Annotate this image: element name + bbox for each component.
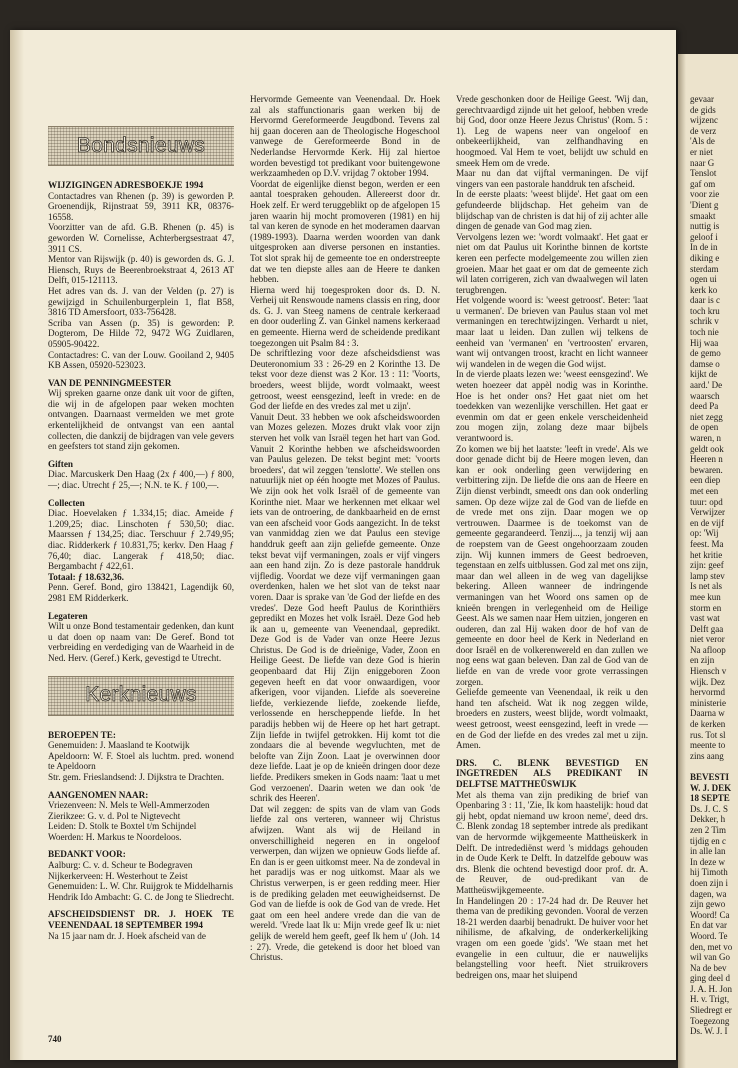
fragment-line: gevaar	[690, 94, 714, 104]
paragraph: Diac. Hoevelaken ƒ 1.334,15; diac. Ameide ƒ 1.209,25; diac. Linschoten ƒ 530,50; diac. Maarssen ƒ 134,25; diac. Terschuur ƒ 2.749,95; diac. Ridderkerk ƒ 10.831,75; kerkv. Den Haag ƒ 76,40; diac. Langerak ƒ 418,50; diac. Bergambacht ƒ 422,61.	[48, 508, 234, 572]
paragraph: Scriba van Assen (p. 35) is geworden: P. Dogterom, De Hilde 72, 9472 WG Zuidlaren, 05905-90422.	[48, 317, 234, 349]
fragment-line: J. A. H. Jon	[690, 983, 733, 994]
fragment-line: Woord. Te	[690, 930, 728, 941]
fragment-line: deed Pa	[690, 401, 719, 412]
list-item: Genemuiden: L. W. Chr. Ruijgrok te Middelharnis	[48, 881, 234, 892]
section-banner-title: Bondsnieuws	[76, 133, 206, 157]
fragment-line: in alle lan	[690, 846, 726, 857]
fragment-line: Dekker, h	[690, 814, 726, 825]
fragment-line: Sliedregt er	[690, 1005, 732, 1016]
fragment-line: Delft gaa	[690, 623, 724, 634]
list-item: Str. gem. Frieslandsend: J. Dijkstra te Drachten.	[48, 771, 225, 782]
fragment-line: lamp stev	[690, 570, 725, 581]
magazine-page	[10, 30, 676, 1060]
fragment-line: Hiensch v	[690, 666, 727, 677]
fragment-line: op: 'Wij	[690, 528, 719, 539]
paragraph: Wilt u onze Bond testamentair gedenken, dan kunt u dat doen op naam van: De Geref. Bond tot verbreiding en verdediging van de Waarheid in de Ned. Herv. (Geref.) Kerk, gevestigd te Utrecht.	[48, 621, 234, 663]
column-article-afscheid	[250, 94, 440, 963]
fragment-line: ministerie	[690, 697, 726, 708]
paragraph: Diac. Marcuskerk Den Haag (2x ƒ 400,—) ƒ 800,—; diac. Utrecht ƒ 25,—; N.N. te K. ƒ 100,—.	[48, 469, 234, 491]
fragment-line: smaakt	[690, 210, 716, 221]
fragment-line: bewaren.	[690, 464, 723, 475]
fragment-line: Daarna w	[690, 708, 725, 719]
page-number: 740	[48, 1034, 62, 1044]
fragment-line: voor zie	[690, 189, 720, 200]
fragment-line: 'Als de	[690, 136, 715, 147]
fragment-line: tijdig en c	[690, 835, 726, 846]
list-item: Leiden: D. Stolk te Boxtel t/m Schijndel	[48, 821, 197, 832]
fragment-line: dagen, wa	[690, 888, 727, 899]
fragment-line: Heeren n	[690, 454, 723, 465]
fragment-line: schrik v	[690, 316, 719, 327]
fragment-line: storm en	[690, 602, 722, 613]
fragment-line: waarsch	[690, 390, 720, 401]
fragment-line: ging deel d	[690, 973, 730, 984]
paragraph: De schriftlezing voor deze afscheidsdienst was Deuteronomium 33 : 26-29 en 2 Korinthe 13. De tekst voor deze dienst was 2 Kor. 13 : 11: 'Voorts, broeders, weest blijde, wordt volmaakt, weest getroost, weest eensgezind, leeft in vrede: en de God der liefde en des vredes zal met u zijn'.	[250, 348, 440, 412]
paragraph: Hervormde Gemeente van Veenendaal. Dr. Hoek zal als staffunctionaris gaan werken bij de Hervormd Gereformeerde Jeugdbond. Tevens zal hij gaan doceren aan de Theologische Hogeschool vanwege de Gereformeerde Bond in de Nederlandse Hervormde Kerk. Hij zal hiertoe worden bevestigd tot predikant voor buitengewone werkzaamheden op D.V. vrijdag 7 oktober 1994.	[250, 94, 440, 179]
paragraph: Zo komen we bij het laatste: 'leeft in vrede'. Als we door genade dicht bij de Heere mogen leven, dan kan er ook onderling geen verwijdering en verbittering zijn. De liefde die ons aan de Heere en Zijn dienst verbindt, smeedt ons dan ook onderling samen. Op deze wijze zal de God van de liefde en de vrede met ons zijn. Daar mogen we op vertrouwen. Daarmee is de toekomst van de gemeente gegarandeerd. Tenzij..., ja tenzij wij aan de roepstem van de Geest ongehoorzaam zouden zijn. Wij kunnen immers de Geest bedroeven, tegenstaan en zelfs uitblussen. God zal met ons zijn, maar dan wel alleen in de weg van dagelijkse bekering. Alleen wanneer de indringende vermaningen van het Woord ons samen op de knieën brengen in verlegenheid om de Heilige Geest. Als we samen naar Hem uitzien, jongeren en ouderen, dan zal Hij waken door de hof van de gemeente en door heel de Kerk in Nederland en door Israël en de volkerenwereld en dan zullen we nog eens wat gaan beleven. Dan zal de God van de liefde en van de vrede voor grote verrassingen zorgen.	[456, 443, 648, 687]
fragment-line: niet zegg	[690, 411, 723, 422]
fragment-line: waren, n	[690, 433, 721, 443]
fragment-line: toch kru	[690, 305, 720, 316]
fragment-line: de kerken	[690, 719, 726, 730]
fragment-line: de gids	[690, 104, 716, 115]
column-adjacent-fragments	[690, 94, 738, 1037]
heading-beroepen: BEROEPEN TE:	[48, 729, 116, 740]
fragment-line: W. J. DEK	[690, 782, 732, 793]
fragment-line: Na de bev	[690, 962, 727, 973]
fragment-line: zen 2 Tim	[690, 824, 727, 835]
fragment-line: nuttig is	[690, 221, 720, 232]
paragraph: In de vierde plaats lezen we: 'weest eensgezind'. We weten hoezeer dat appèl nodig was in Korinthe. Hoe is het onder ons? Het gaat niet om het toedekken van wezenlijke verschillen. Het gaat er evenmin om dat er geen enkele verscheidenheid zou mogen zijn, zolang deze maar bijbels verantwoord is.	[456, 369, 648, 443]
fragment-line: en de vijf	[690, 517, 724, 528]
fragment-line: hij Timoth	[690, 867, 728, 878]
fragment-line: Toegezong	[690, 1015, 730, 1026]
paragraph: Penn. Geref. Bond, giro 138421, Lagendijk 60, 2981 EM Ridderkerk.	[48, 582, 234, 603]
paragraph: Het adres van ds. J. van der Velden (p. 27) is gewijzigd in Schuilenburgerplein 1, flat B58, 3816 TD Amersfoort, 033-756428.	[48, 285, 234, 318]
fragment-line: aard.' De	[690, 380, 723, 391]
paragraph: Met als thema van zijn prediking de brief van Openbaring 3 : 11, 'Zie, Ik kom haastelijk: houd dat gij hebt, opdat niemand uw kroon neme', deed drs. C. Blenk zondag 18 september intrede als predikant van de hervormde wijkgemeente Mattheüskerk in Delft. De intredediënst werd 's middags gehouden in de Oude Kerk te Delft. In datzelfde gebouw was drs. Blenk die ochtend bevestigd door prof. dr. A. de Reuver, de oud-predikant van de Mattheüswijkgemeente.	[456, 789, 648, 895]
list-item: Vriezenveen: N. Mels te Well-Ammerzoden	[48, 800, 210, 811]
column-article-continued	[456, 94, 648, 980]
paragraph: Voorzitter van de afd. G.B. Rhenen (p. 45) is geworden W. Cornelisse, Achterbergsestraat 47, 3911 CS.	[48, 222, 234, 254]
fragment-line: een diep	[690, 475, 721, 486]
list-item: Apeldoorn: W. F. Stoel als luchtm. pred. wonend te Apeldoorn	[48, 750, 234, 772]
fragment-line: En dat var	[690, 920, 727, 931]
paragraph: Hierna werd hij toegesproken door ds. D. N. Verheij uit Renswoude namens classis en ring, door ds. G. J. van Steeg namens de centrale kerkeraad en door ouderling Z. van Ginkel namens kerkeraad en gemeente. Hierna werd de scheidende predikant toegezongen uit Psalm 84 : 3.	[250, 284, 440, 348]
paragraph: Maar nu dan dat vijftal vermaningen. De vijf vingers van een pastorale handdruk ten afscheid.	[456, 168, 648, 189]
list-item: Hendrik Ido Ambacht: G. C. de Jong te Sliedrecht.	[48, 891, 235, 902]
fragment-line: geloof i	[690, 231, 718, 242]
fragment-line: In deze w	[690, 856, 725, 867]
fragment-line: en zijn	[690, 655, 715, 666]
fragment-line: diking e	[690, 252, 720, 263]
paragraph: In de eerste plaats: 'weest blijde'. Het gaat om een gefundeerde blijdschap. Het geheim van de blijdschap van de christen is dat hij of zij achter alle dingen de genade van God mag zien.	[456, 189, 648, 232]
fragment-line: de gemo	[690, 348, 721, 359]
paragraph: Na 15 jaar nam dr. J. Hoek afscheid van de	[48, 930, 206, 941]
fragment-line: tuur: opd	[690, 496, 723, 507]
fragment-line: gaf om	[690, 178, 716, 189]
section-banner-title: Kerknieuws	[85, 683, 197, 707]
fragment-line: zijn: geef	[690, 560, 724, 571]
fragment-line: rus. Tot sl	[690, 729, 726, 740]
totaal-line: Totaal: ƒ 18.632,36.	[48, 571, 124, 582]
fragment-line: mee kun	[690, 591, 721, 602]
paragraph: Dat wil zeggen: de spits van de vlam van Gods liefde zal ons verteren, wanneer wij Christus afwijzen. Want als wij de Heiland in onverschilligheid negeren en in ongeloof verwerpen, dan wijzen we opnieuw Gods liefde af. En dan is er geen uitkomst meer. Na de zondeval in het paradijs was er nog uitkomst. Maar als we Christus verwerpen, is er geen redding meer. Hier is de prediking geladen met eeuwigheidsernst. De God van de liefde is ook de God van de vrede. Het gaat om een heel andere vrede dan die van de wereld. 'Vrede laat Ik u: Mijn vrede geef Ik u: niet gelijk de wereld hem geeft, geef Ik hem u' (Joh. 14 : 27). Vrede, die getekend is door het bloed van Christus.	[250, 803, 440, 963]
fragment-line: de open	[690, 422, 719, 433]
paragraph: Wij spreken gaarne onze dank uit voor de giften, die wij in de afgelopen paar weken mochten ontvangen. Daarnaast vermelden we met grote erkentelijkheid de ontvangst van een aantal collecten, die dankzij de bijdragen van vele gevers en geefsters tot stand zijn gekomen.	[48, 388, 234, 452]
column-bondsnieuws	[48, 126, 234, 941]
heading-legateren: Legateren	[48, 610, 88, 621]
fragment-line: wil van Go	[690, 952, 730, 963]
heading-bedankt: BEDANKT VOOR:	[48, 849, 126, 860]
fragment-line: In de in	[690, 242, 718, 253]
fragment-line: daar is c	[690, 295, 720, 306]
fragment-line: 18 SEPTE	[690, 793, 730, 804]
fragment-line: met een	[690, 485, 719, 496]
fragment-line: feest. Ma	[690, 538, 724, 549]
paragraph: Het volgende woord is: 'weest getroost'. Beter: 'laat u vermanen'. De brieven van Paulus staan vol met vermaningen en terechtwijzingen. Verhardt u niet, maar laat u leiden. Dan zullen wij telkens de eenheid van 'vermanen' en 'vertroosten' ervaren, want wij ontvangen troost, kracht en licht wanneer wij wandelen in de wegen die God wijst.	[456, 295, 648, 369]
paragraph: Voordat de eigenlijke dienst begon, werden er een aantal toespraken gehouden. Allereerst door dr. Hoek zelf. Er werd teruggeblikt op de afgelopen 15 jaren waarin hij mocht promoveren (1981) en hij tal van keren de synode en het moderamen daarvan (1989-1993). Daarna werden woorden van dank uitgesproken aan diverse personen en instanties. Tot slot sprak hij de gemeente toe en onderstreepte dat we ten diepste alles aan de Heere te danken hebben.	[250, 178, 440, 285]
paragraph: In Handelingen 20 : 17-24 had dr. De Reuver het thema van de prediking gevonden. Vooral de verzen 18-21 werden daarbij benadrukt. De huiver voor het nihilisme, de afkalving, de onderkerkelijking vragen om een goede 'gids'. 'We staan met het evangelie in een cultuur, die er nauwelijks belangstelling voor heeft. Niet struikrovers bedreigen ons, maar het sluipend	[456, 895, 648, 980]
fragment-line: ogen ui	[690, 274, 717, 285]
paragraph: Contactadres: C. van der Louw. Gooiland 2, 9405 KB Assen, 05920-523023.	[48, 349, 234, 371]
fragment-line: er niet	[690, 146, 713, 157]
heading-blenk: DRS. C. BLENK BEVESTIGD EN INGETREDEN ALS PREDIKANT IN DELFTSE MATTHEÜSWIJK	[456, 757, 648, 789]
fragment-line: Ds. W. J. I	[690, 1026, 728, 1037]
list-item: Genemuiden: J. Maasland te Kootwijk	[48, 740, 190, 751]
fragment-line: de verz	[690, 125, 717, 136]
heading-aangenomen: AANGENOMEN NAAR:	[48, 789, 149, 800]
paragraph: Mentor van Rijswijk (p. 40) is geworden ds. G. J. Hiensch, Ruys de Beerenbroekstraat 4, 2613 AT Delft, 015-121113.	[48, 254, 234, 286]
adjacent-page-edge	[678, 54, 738, 1068]
fragment-line: naar G	[690, 157, 715, 168]
fragment-line: den, met vo	[690, 941, 733, 952]
heading-collecten: Collecten	[48, 497, 85, 508]
fragment-line: Is net als	[690, 581, 722, 592]
list-item: Woerden: H. Markus te Noordeloos.	[48, 831, 182, 842]
heading-afscheidsdienst: AFSCHEIDSDIENST DR. J. HOEK TE VEENENDAAL 18 SEPTEMBER 1994	[48, 909, 234, 931]
fragment-line: het kritie	[690, 549, 723, 560]
fragment-line: Hij waa	[690, 337, 719, 348]
section-banner-kerknieuws	[48, 676, 234, 716]
fragment-line: kijkt de	[690, 369, 718, 380]
fragment-line: Ds. J. C. S	[690, 803, 729, 814]
fragment-line: BEVESTI	[690, 772, 730, 782]
paragraph: Vervolgens lezen we: 'wordt volmaakt'. Het gaat er niet om dat Paulus uit Korinthe binnen de kortste keren een perfecte modelgemeente zou willen zien groeien. Maar het gaat er om dat de gemeente zich wil laten corrigeren, zich van dwaalwegen wil laten terugbrengen.	[456, 231, 648, 295]
paragraph: Vanuit Deut. 33 hebben we ook afscheidswoorden van Mozes gelezen. Mozes drukt vlak voor zijn sterven het volk van Israël tegen het hart van God. Vanuit 2 Korinthe hebben we afscheidswoorden van Paulus gelezen. De tekst begint met: 'voorts broeders', dat wil zeggen 'tenslotte'. We stellen ons natuurlijk niet op één hoogte met Mozes of Paulus. We zijn ook het volk Israël of de gemeente van Korinthe niet. Maar we herkennen met elkaar wel iets van de ontroering, de dankbaarheid en de ernst van een afscheid voor Gods aangezicht. In de tekst van vanmiddag zien we dat Paulus een stevige handdruk geeft aan zijn geliefde gemeente. Onze tekst bevat vijf vermaningen, zoals er vijf vingers aan een hand zijn. Zo is deze pastorale handdruk vijfledig. Voordat we deze vijf vermaningen gaan overdenken, halen we het slot van de tekst naar voren. Daar is sprake van 'de God der liefde en des vredes'. Deze God heeft Paulus de Korinthiërs gepredikt en Mozes het volk Israël. Deze God heb ik aan u, gemeente van Veenendaal, gepredikt. Deze God is de Vader van onze Heere Jezus Christus. De God is de drieënige, Vader, Zoon en Heilige Geest. De liefde van deze God is hierin geopenbaard dat Hij Zijn eniggeboren Zoon gegeven heeft en dat voor onwaardigen, voor afkerigen, voor vijanden. Liefde als soevereine liefde, verkiezende liefde, zoekende liefde, verlossende en herscheppende liefde. In het paradijs hebben wij de Heere op het hart getrapt. Zijn liefde in twijfel getrokken. Hij komt tot die zondaars die al bevende wegvluchten, met de belofte van Zijn Zoon. Laat je overwinnen door deze liefde. Laat je op de knieën dringen door deze liefde. Predikers smeken in Gods naam: 'laat u met God verzoenen'. Daarin weten we dan ook 'de schrik des Heeren'.	[250, 411, 440, 804]
fragment-line: zijn gewo	[690, 899, 726, 910]
fragment-line: Verwijzer	[690, 507, 725, 518]
list-item: Zierikzee: G. v. d. Pol te Nigtevecht	[48, 810, 181, 821]
fragment-line: wijzenc	[690, 115, 718, 126]
list-item: Nijkerkerveen: H. Westerhout te Zeist	[48, 870, 188, 881]
fragment-line: Tenslot	[690, 168, 717, 179]
paragraph: Vrede geschonken door de Heilige Geest. 'Wij dan, gerechtvaardigd zijnde uit het geloof, hebben vrede bij God, door onze Heere Jezus Christus' (Rom. 5 : 1). Leg de wapens neer van ongeloof en onbekeerlijkheid, van zelfhandhaving en hoogmoed. Val Hem te voet, belijdt uw schuld en smeek Hem om de vrede.	[456, 94, 648, 168]
fragment-line: 'Dient g	[690, 199, 719, 210]
heading-penningmeester: VAN DE PENNINGMEESTER	[48, 377, 172, 388]
fragment-line: hervormd	[690, 687, 725, 698]
paragraph: Contactadres van Rhenen (p. 39) is geworden P. Groenendijk, Rijnstraat 59, 3911 KR, 08376-16558.	[48, 190, 234, 222]
fragment-line: zins aang	[690, 750, 724, 761]
fragment-line: kerk ko	[690, 284, 718, 295]
fragment-line: toch nie	[690, 327, 719, 338]
fragment-line: geldt ook	[690, 443, 724, 454]
heading-wijzigingen: WIJZIGINGEN ADRESBOEKJE 1994	[48, 180, 204, 190]
fragment-line: sterdam	[690, 263, 719, 274]
section-banner-bondsnieuws	[48, 126, 234, 166]
list-item: Aalburg: C. v. d. Scheur te Bodegraven	[48, 860, 193, 871]
paragraph: Geliefde gemeente van Veenendaal, ik reik u den hand ten afscheid. Wat ik nog zeggen wilde, broeders en zusters, weest blijde, wordt volmaakt, weest getroost, weest eensgezind, leeft in vrede — en de God der liefde en des vredes zal met u zijn. Amen.	[456, 687, 648, 751]
fragment-line: damse o	[690, 358, 720, 369]
fragment-line: wijk. Dez	[690, 676, 725, 687]
heading-giften: Giften	[48, 458, 74, 469]
fragment-line: niet veror	[690, 634, 725, 645]
fragment-line: Na afloop	[690, 644, 726, 655]
fragment-line: meente to	[690, 740, 726, 751]
fragment-line: vast wat	[690, 613, 720, 624]
fragment-line: Woord! Ca	[690, 909, 730, 920]
fragment-line: doen zijn i	[690, 877, 728, 888]
fragment-line	[690, 761, 738, 772]
fragment-line: H. v. Trigt,	[690, 994, 730, 1005]
